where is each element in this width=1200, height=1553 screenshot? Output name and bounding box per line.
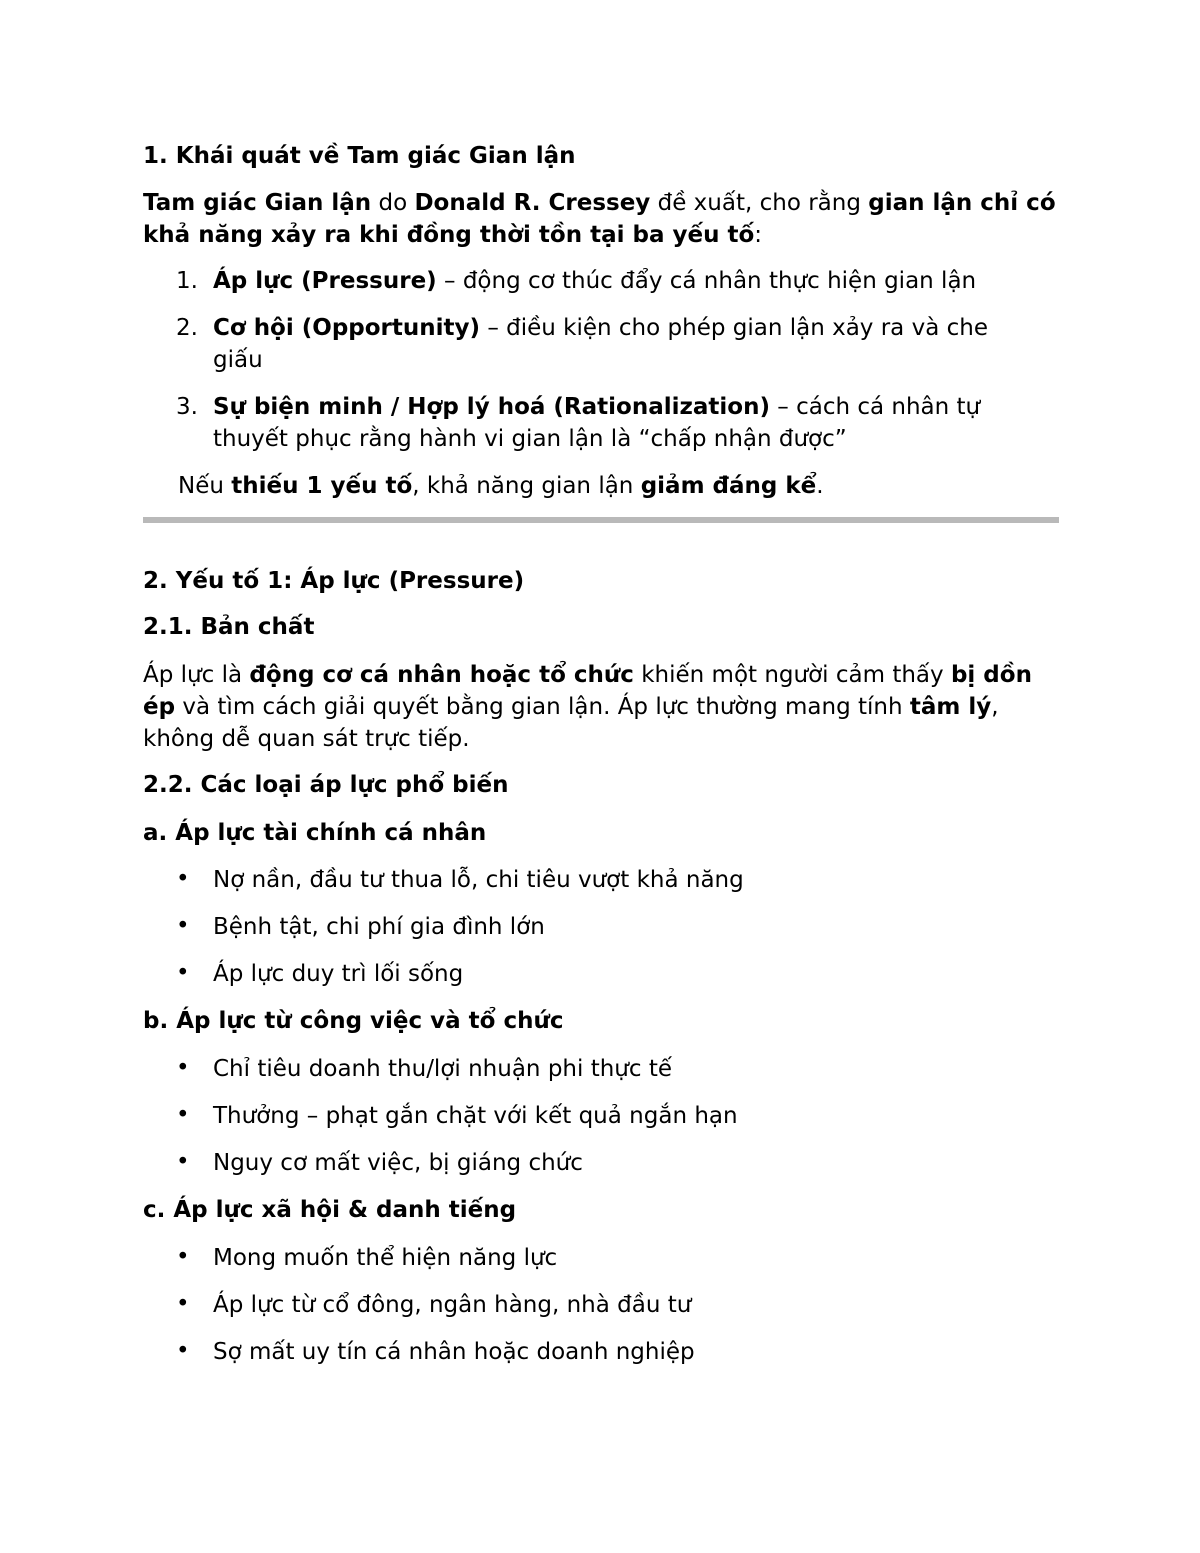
bullet-icon: • bbox=[176, 1149, 190, 1175]
intro-text-1: do bbox=[371, 190, 415, 216]
para-text-3: và tìm cách giải quyết bằng gian lận. Áp lực thường mang tính bbox=[175, 694, 910, 720]
bullet-icon: • bbox=[176, 866, 190, 892]
note-bold-2: giảm đáng kể bbox=[640, 473, 817, 499]
group-heading: b. Áp lực từ công việc và tổ chức bbox=[143, 1008, 564, 1034]
list-item-text bbox=[213, 265, 1058, 297]
para-text-4: , không dễ quan sát trực tiếp. bbox=[143, 694, 999, 752]
note-text-1: Nếu bbox=[178, 473, 232, 499]
group-heading: a. Áp lực tài chính cá nhân bbox=[143, 820, 487, 846]
bullet-text: Mong muốn thể hiện năng lực bbox=[213, 1245, 558, 1271]
para-text-1: Áp lực là bbox=[143, 662, 250, 688]
bullet-item bbox=[143, 1242, 1058, 1274]
bullet-text: Chỉ tiêu doanh thu/lợi nhuận phi thực tế bbox=[213, 1056, 672, 1082]
intro-bold-2: Donald R. Cressey bbox=[414, 190, 651, 216]
bullet-item bbox=[143, 958, 1058, 990]
bullet-icon: • bbox=[176, 1244, 190, 1270]
list-number: 3. bbox=[176, 394, 198, 420]
horizontal-rule bbox=[143, 517, 1059, 523]
bullet-text: Áp lực duy trì lối sống bbox=[213, 961, 464, 987]
subsection-2-2-heading: 2.2. Các loại áp lực phổ biến bbox=[143, 772, 509, 798]
section-1-heading: 1. Khái quát về Tam giác Gian lận bbox=[143, 143, 576, 169]
list-item-rest: – cách cá nhân tự thuyết phục rằng hành vi gian lận là “chấp nhận được” bbox=[213, 394, 981, 452]
bullet-text: Áp lực từ cổ đông, ngân hàng, nhà đầu tư bbox=[213, 1292, 692, 1318]
bullet-item bbox=[143, 1289, 1058, 1321]
bullet-text: Nguy cơ mất việc, bị giáng chức bbox=[213, 1150, 583, 1176]
bullet-text: Bệnh tật, chi phí gia đình lớn bbox=[213, 914, 545, 940]
intro-text-3: : bbox=[754, 222, 762, 248]
bullet-icon: • bbox=[176, 960, 190, 986]
factor-list-item bbox=[143, 265, 1058, 297]
section-2-heading: 2. Yếu tố 1: Áp lực (Pressure) bbox=[143, 568, 525, 594]
bullet-text: Nợ nần, đầu tư thua lỗ, chi tiêu vượt khả năng bbox=[213, 867, 744, 893]
bullet-text: Sợ mất uy tín cá nhân hoặc doanh nghiệp bbox=[213, 1339, 695, 1365]
bullet-item bbox=[143, 864, 1058, 896]
note-text-3: . bbox=[816, 473, 824, 499]
bullet-icon: • bbox=[176, 1291, 190, 1317]
list-number: 2. bbox=[176, 315, 198, 341]
bullet-item bbox=[143, 1053, 1058, 1085]
para-bold-2: bị dồn ép bbox=[143, 662, 1032, 720]
list-item-text bbox=[213, 312, 1033, 376]
note-text-2: , khả năng gian lận bbox=[412, 473, 641, 499]
list-item-rest: – động cơ thúc đẩy cá nhân thực hiện gian lận bbox=[436, 268, 977, 294]
intro-bold-3: gian lận chỉ có khả năng xảy ra khi đồng thời tồn tại ba yếu tố bbox=[143, 190, 1056, 248]
intro-text-2: đề xuất, cho rằng bbox=[650, 190, 869, 216]
note-paragraph bbox=[178, 470, 824, 502]
bullet-item bbox=[143, 1100, 1058, 1132]
bullet-icon: • bbox=[176, 1102, 190, 1128]
subsection-2-1-heading: 2.1. Bản chất bbox=[143, 614, 315, 640]
bullet-text: Thưởng – phạt gắn chặt với kết quả ngắn hạn bbox=[213, 1103, 738, 1129]
intro-bold-1: Tam giác Gian lận bbox=[143, 190, 372, 216]
factor-list-item bbox=[143, 391, 1058, 455]
intro-paragraph bbox=[143, 187, 1058, 251]
para-bold-3: tâm lý bbox=[909, 694, 992, 720]
pressure-paragraph bbox=[143, 659, 1058, 755]
bullet-icon: • bbox=[176, 1338, 190, 1364]
bullet-icon: • bbox=[176, 913, 190, 939]
list-item-bold: Sự biện minh / Hợp lý hoá (Rationalization) bbox=[213, 394, 770, 420]
para-text-2: khiến một người cảm thấy bbox=[633, 662, 951, 688]
list-item-bold: Cơ hội (Opportunity) bbox=[213, 315, 481, 341]
list-number: 1. bbox=[176, 268, 198, 294]
para-bold-1: động cơ cá nhân hoặc tổ chức bbox=[249, 662, 634, 688]
note-bold-1: thiếu 1 yếu tố bbox=[231, 473, 413, 499]
list-item-text bbox=[213, 391, 1033, 455]
bullet-item bbox=[143, 1147, 1058, 1179]
factor-list-item bbox=[143, 312, 1058, 376]
group-heading: c. Áp lực xã hội & danh tiếng bbox=[143, 1197, 517, 1223]
list-item-bold: Áp lực (Pressure) bbox=[213, 268, 437, 294]
bullet-item bbox=[143, 911, 1058, 943]
list-item-rest: – điều kiện cho phép gian lận xảy ra và che giấu bbox=[213, 315, 988, 373]
bullet-icon: • bbox=[176, 1055, 190, 1081]
bullet-item bbox=[143, 1336, 1058, 1368]
